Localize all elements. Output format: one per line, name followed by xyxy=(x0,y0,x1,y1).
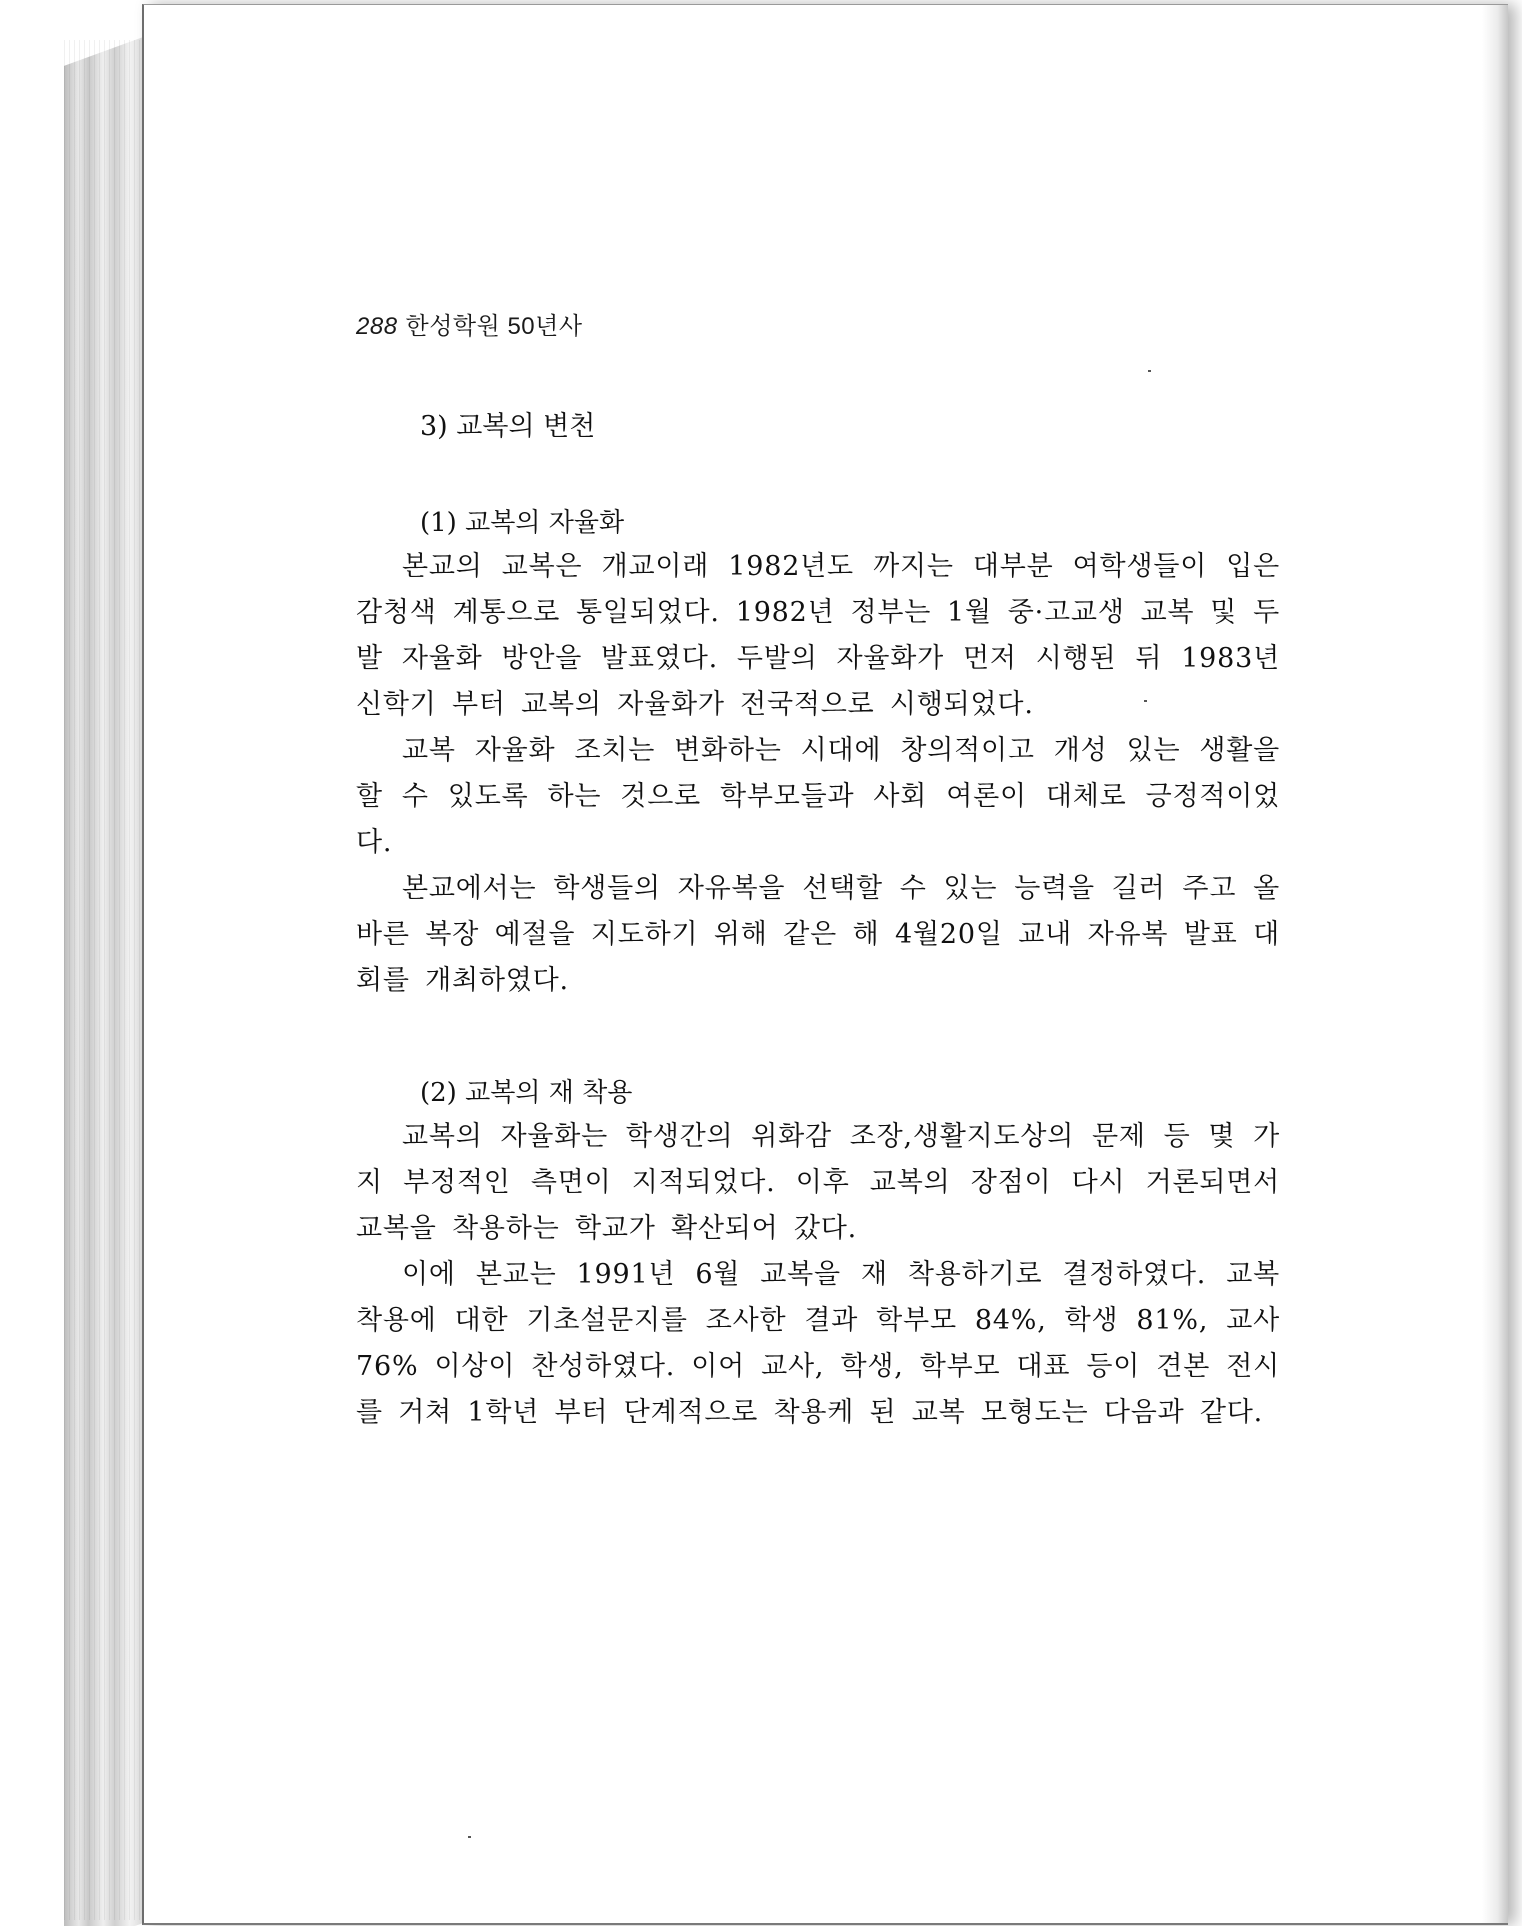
subsection-2-body xyxy=(356,1114,1280,1436)
running-header xyxy=(356,306,583,341)
book-edge-lines xyxy=(64,40,146,1920)
subsection-1-body xyxy=(356,544,1280,1004)
scan-speck xyxy=(1144,700,1147,702)
paragraph: 교복의 자율화는 학생간의 위화감 조장,생활지도상의 문제 등 몇 가지 부정적인 측면이 지적되었다. 이후 교복의 장점이 다시 거론되면서 교복을 착용하는 학교가 확산되어 갔다. xyxy=(356,1121,1280,1244)
scan-speck xyxy=(1148,370,1151,372)
subsection-heading-1: (1) 교복의 자율화 xyxy=(420,508,625,538)
paragraph: 본교에서는 학생들의 자유복을 선택할 수 있는 능력을 길러 주고 올바른 복장 예절을 지도하기 위해 같은 해 4월20일 교내 자유복 발표 대회를 개최하였다. xyxy=(356,873,1280,996)
paragraph: 이에 본교는 1991년 6월 교복을 재 착용하기로 결정하였다. 교복 착용에 대한 기초설문지를 조사한 결과 학부모 84%, 학생 81%, 교사 76% 이상이 찬성하였다. 이어 교사, 학생, 학부모 대표 등이 견본 전시를 거쳐 1학년 부터 단계적으로 착용케 된 교복 모형도는 다음과 같다. xyxy=(356,1259,1280,1428)
scan-speck xyxy=(468,1836,471,1838)
subsection-heading-2: (2) 교복의 재 착용 xyxy=(420,1078,633,1108)
page-number: 288 xyxy=(356,313,398,340)
book-title: 한성학원 50년사 xyxy=(405,313,583,340)
section-heading: 3) 교복의 변천 xyxy=(420,411,596,442)
paragraph: 교복 자율화 조치는 변화하는 시대에 창의적이고 개성 있는 생활을 할 수 있도록 하는 것으로 학부모들과 사회 여론이 대체로 긍정적이었다. xyxy=(356,735,1280,858)
paragraph: 본교의 교복은 개교이래 1982년도 까지는 대부분 여학생들이 입은 감청색 계통으로 통일되었다. 1982년 정부는 1월 중·고교생 교복 및 두발 자율화 방안을 발표였다. 두발의 자율화가 먼저 시행된 뒤 1983년 신학기 부터 교복의 자율화가 전국적으로 시행되었다. xyxy=(356,551,1280,720)
page-shadow xyxy=(1482,5,1508,1923)
